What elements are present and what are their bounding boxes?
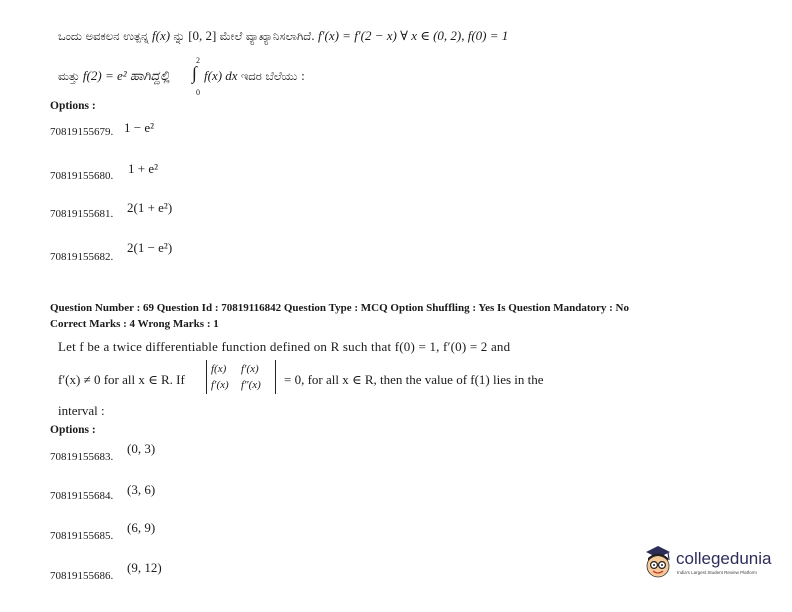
mascot-icon bbox=[640, 543, 676, 581]
q68-option-id-3: 70819155681. bbox=[50, 208, 114, 220]
det-body bbox=[207, 361, 275, 393]
q68-math-b: [0, 2] bbox=[188, 28, 217, 43]
q69-text-line2-b: = 0, for all x ∈ R, then the value of f(1) lies in the bbox=[284, 372, 544, 387]
q68-kn-line2-a: ಮತ್ತು bbox=[58, 69, 80, 83]
q69-option-4[interactable]: (9, 12) bbox=[127, 560, 162, 575]
q68-option-id-4: 70819155682. bbox=[50, 251, 114, 263]
q68-text-line2 bbox=[58, 68, 170, 84]
q69-text-line2-a: f′(x) ≠ 0 for all x ∈ R. If bbox=[58, 372, 185, 387]
q68-option-2[interactable]: 1 + e² bbox=[128, 161, 158, 176]
q68-options-label: Options : bbox=[50, 100, 96, 112]
q69-option-id-1: 70819155683. bbox=[50, 451, 114, 463]
det-a: f(x) bbox=[211, 363, 227, 375]
q68-math-a: f(x) bbox=[152, 28, 171, 43]
q68-option-1[interactable]: 1 − e² bbox=[124, 120, 154, 135]
q68-math-line2-b: f(x) dx bbox=[204, 68, 238, 83]
q68-option-3[interactable]: 2(1 + e²) bbox=[127, 200, 173, 215]
q68-kn-line2-b: ಇದರ ಬೆಲೆಯು : bbox=[240, 69, 305, 83]
det-c: f′(x) bbox=[211, 379, 229, 391]
integral-symbol: ∫ bbox=[192, 63, 197, 83]
q68-math-c: f′(x) = f′(2 − x) ∀ x ∈ (0, 2), f(0) = 1 bbox=[318, 28, 509, 43]
brand-tagline: India's Largest Student Review Platform bbox=[677, 570, 757, 575]
q69-option-2[interactable]: (3, 6) bbox=[127, 482, 156, 497]
q69-option-id-2: 70819155684. bbox=[50, 490, 114, 502]
q68-kn-b: ನ್ನು bbox=[173, 29, 185, 43]
q69-text-line1: Let f be a twice differentiable function defined on R such that f(0) = 1, f′(0) = 2 and bbox=[58, 339, 511, 354]
collegedunia-logo bbox=[640, 543, 780, 583]
determinant bbox=[206, 360, 276, 396]
q69-meta-line2: Correct Marks : 4 Wrong Marks : 1 bbox=[50, 318, 219, 330]
q69-option-1[interactable]: (0, 3) bbox=[127, 441, 156, 456]
q68-kn-c: ಮೇಲೆ ವ್ಯಾಖ್ಯಾನಿಸಲಾಗಿದೆ. bbox=[219, 29, 315, 43]
det-right-bar bbox=[275, 360, 276, 394]
q68-math-line2-a: f(2) = e² ಹಾಗಿದ್ದಲ್ಲಿ bbox=[82, 68, 170, 83]
q69-option-id-3: 70819155685. bbox=[50, 530, 114, 542]
q69-option-id-4: 70819155686. bbox=[50, 570, 114, 582]
brand-name: collegedunia bbox=[676, 549, 772, 568]
q68-option-4[interactable]: 2(1 − e²) bbox=[127, 240, 173, 255]
q68-text-line1 bbox=[58, 28, 508, 44]
q68-option-id-1: 70819155679. bbox=[50, 126, 114, 138]
q68-text-line2-b bbox=[204, 68, 305, 84]
det-d: f″(x) bbox=[241, 379, 261, 391]
integral-upper-limit: 2 bbox=[196, 56, 200, 65]
q68-option-id-2: 70819155680. bbox=[50, 170, 114, 182]
integral-lower-limit: 0 bbox=[196, 88, 200, 97]
q69-text-line3: interval : bbox=[58, 403, 105, 418]
det-b: f′(x) bbox=[241, 363, 259, 375]
q68-kn-a: ಒಂದು ಅವಕಲನ ಉತ್ಪನ್ನ bbox=[58, 29, 149, 43]
q69-meta-line1: Question Number : 69 Question Id : 70819116842 Question Type : MCQ Option Shuffling : Yes Is Question Mandatory : No bbox=[50, 302, 629, 314]
q69-option-3[interactable]: (6, 9) bbox=[127, 520, 156, 535]
q69-options-label: Options : bbox=[50, 424, 96, 436]
